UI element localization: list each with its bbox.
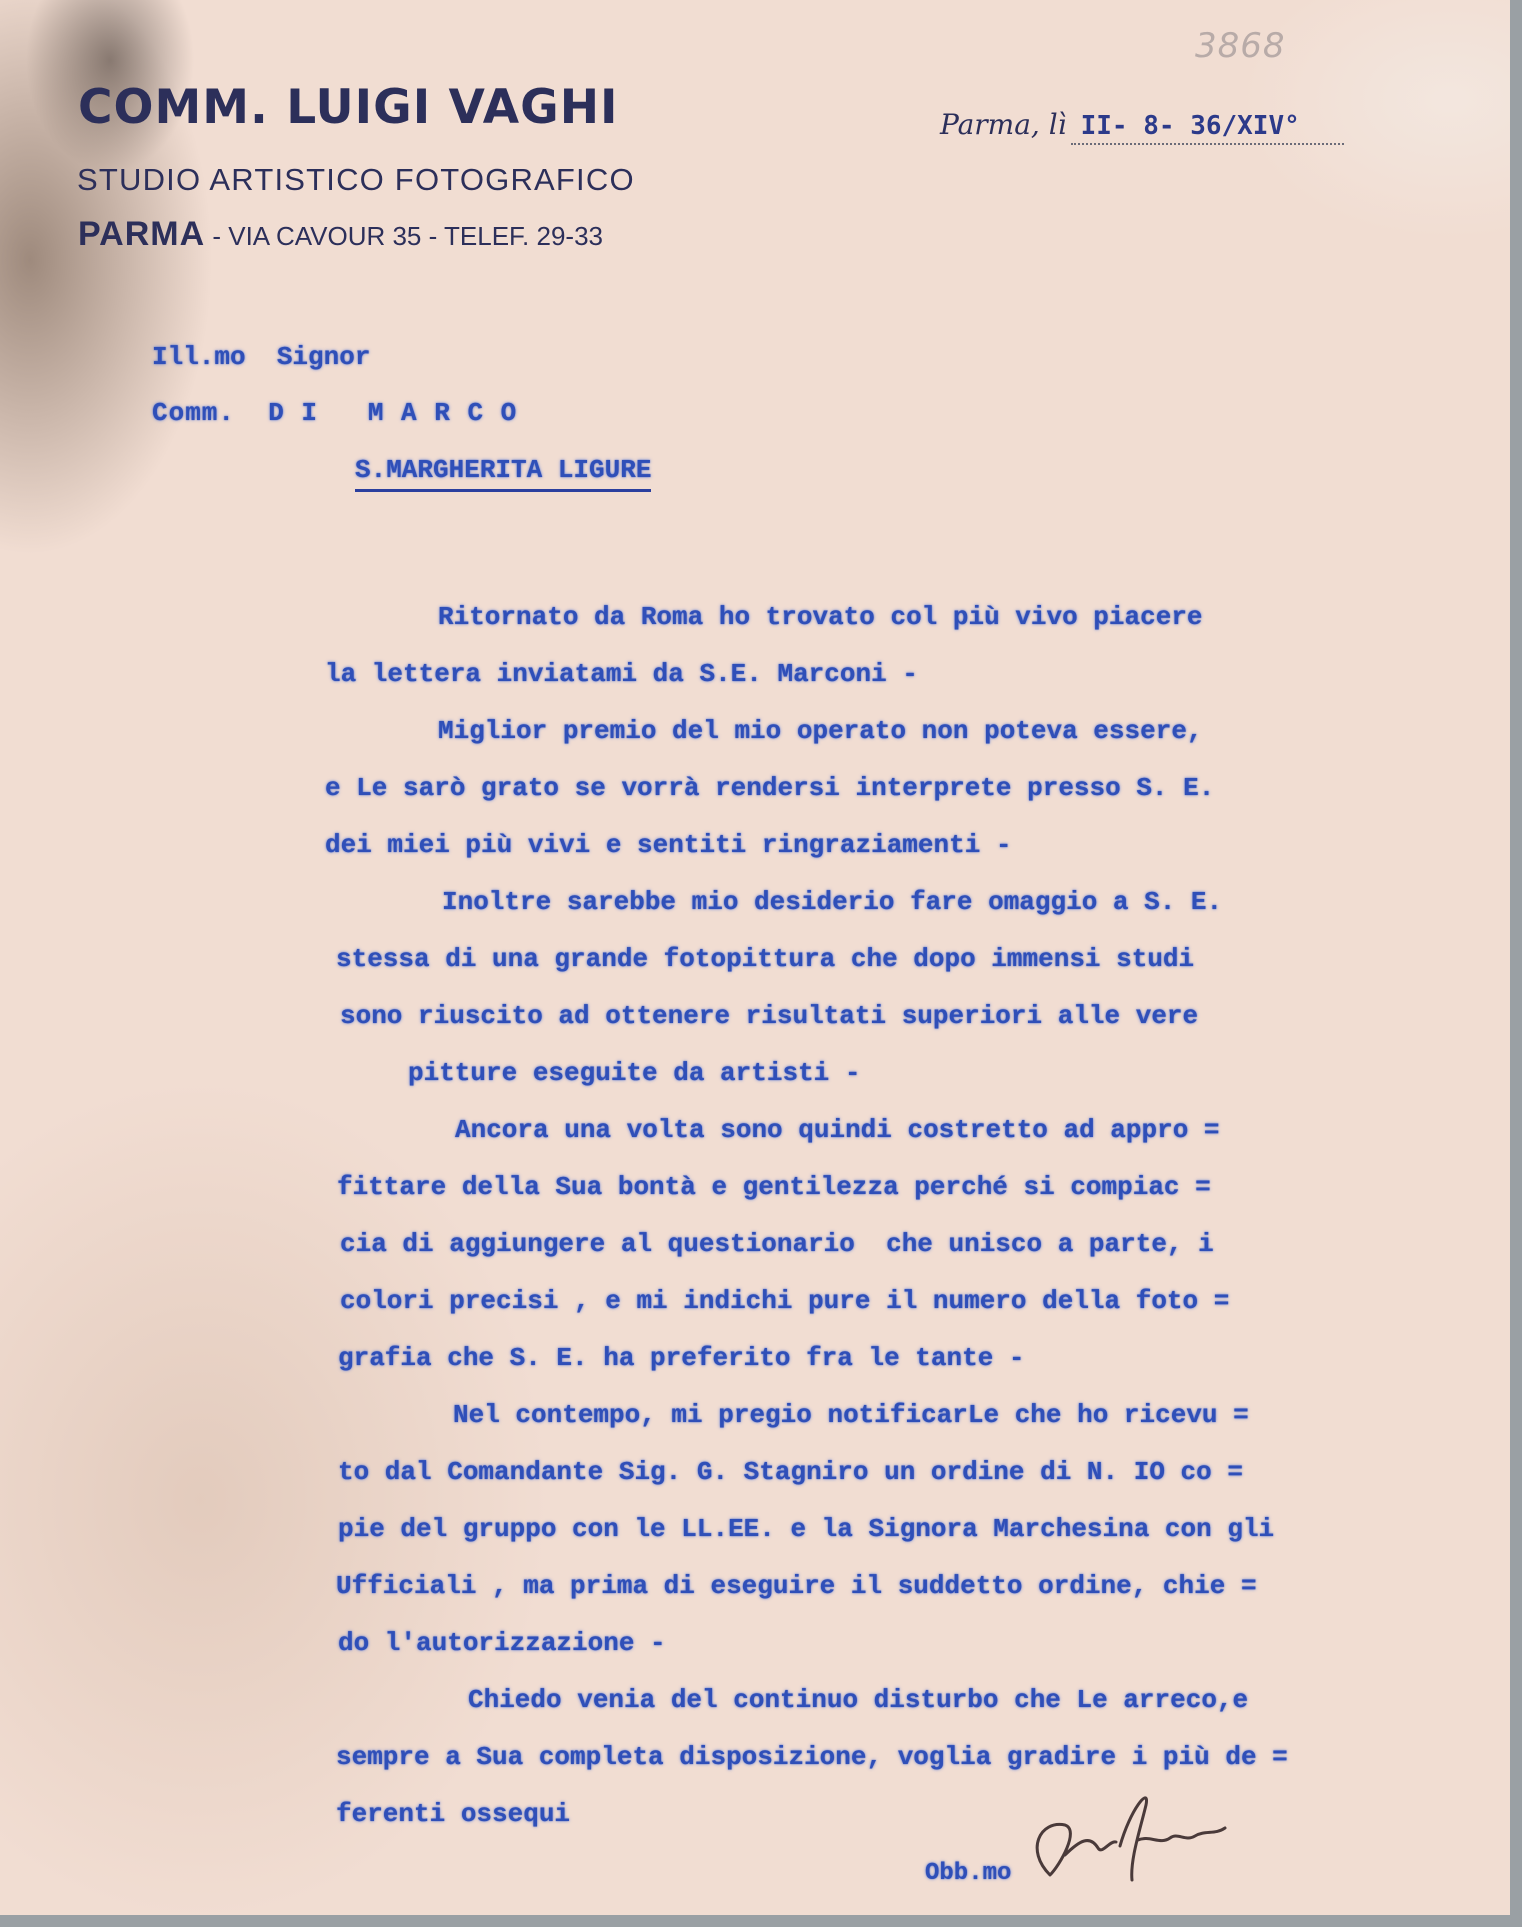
recipient-location: S.MARGHERITA LIGURE bbox=[355, 455, 651, 492]
body-line: stessa di una grande fotopittura che dopo immensi studi bbox=[336, 944, 1195, 974]
letterhead-address bbox=[78, 215, 698, 254]
letterhead-street: - VIA CAVOUR 35 - TELEF. 29-33 bbox=[205, 221, 603, 251]
letterhead-name: COMM. LUIGI VAGHI bbox=[78, 80, 619, 135]
body-line: e Le sarò grato se vorrà rendersi interprete presso S. E. bbox=[325, 773, 1215, 803]
recipient-title: Ill.mo Signor bbox=[152, 342, 371, 372]
body-line: colori precisi , e mi indichi pure il numero della foto = bbox=[340, 1286, 1230, 1316]
body-line: pie del gruppo con le LL.EE. e la Signora Marchesina con gli bbox=[338, 1514, 1275, 1544]
body-line: Ritornato da Roma ho trovato col più vivo piacere bbox=[438, 602, 1203, 632]
body-line: cia di aggiungere al questionario che unisco a parte, i bbox=[340, 1229, 1214, 1259]
date-place: Parma, lì bbox=[940, 108, 1067, 141]
body-line: pitture eseguite da artisti - bbox=[408, 1058, 861, 1088]
body-line: sempre a Sua completa disposizione, voglia gradire i più de = bbox=[336, 1742, 1288, 1772]
handwritten-signature bbox=[1020, 1780, 1230, 1890]
body-line: la lettera inviatami da S.E. Marconi - bbox=[325, 659, 918, 689]
recipient-name: Comm. D I M A R C O bbox=[152, 398, 518, 428]
body-line: Miglior premio del mio operato non poteva essere, bbox=[438, 716, 1203, 746]
body-line: dei miei più vivi e sentiti ringraziamenti - bbox=[325, 830, 1012, 860]
closing-salutation: Obb.mo bbox=[925, 1860, 1012, 1887]
archive-number: 3868 bbox=[1195, 26, 1286, 66]
letterhead-studio: STUDIO ARTISTICO FOTOGRAFICO bbox=[77, 162, 635, 197]
body-line: sono riuscito ad ottenere risultati superiori alle vere bbox=[340, 1001, 1199, 1031]
body-line: Chiedo venia del continuo disturbo che Le arreco,e bbox=[468, 1685, 1249, 1715]
letterhead-city: PARMA bbox=[78, 215, 206, 253]
body-line: Ufficiali , ma prima di eseguire il suddetto ordine, chie = bbox=[336, 1571, 1257, 1601]
body-line: grafia che S. E. ha preferito fra le tante - bbox=[338, 1343, 1025, 1373]
body-line: fittare della Sua bontà e gentilezza perché si compiac = bbox=[337, 1172, 1211, 1202]
body-line: Inoltre sarebbe mio desiderio fare omaggio a S. E. bbox=[442, 887, 1223, 917]
body-line: Ancora una volta sono quindi costretto ad appro = bbox=[455, 1115, 1220, 1145]
date-line bbox=[940, 108, 1420, 145]
date-value: II- 8- 36/XIV° bbox=[1071, 111, 1344, 145]
body-line: do l'autorizzazione - bbox=[338, 1628, 666, 1658]
body-line: Nel contempo, mi pregio notificarLe che ho ricevu = bbox=[453, 1400, 1249, 1430]
body-line: ferenti ossequi bbox=[336, 1799, 571, 1829]
body-line: to dal Comandante Sig. G. Stagniro un ordine di N. IO co = bbox=[338, 1457, 1243, 1487]
